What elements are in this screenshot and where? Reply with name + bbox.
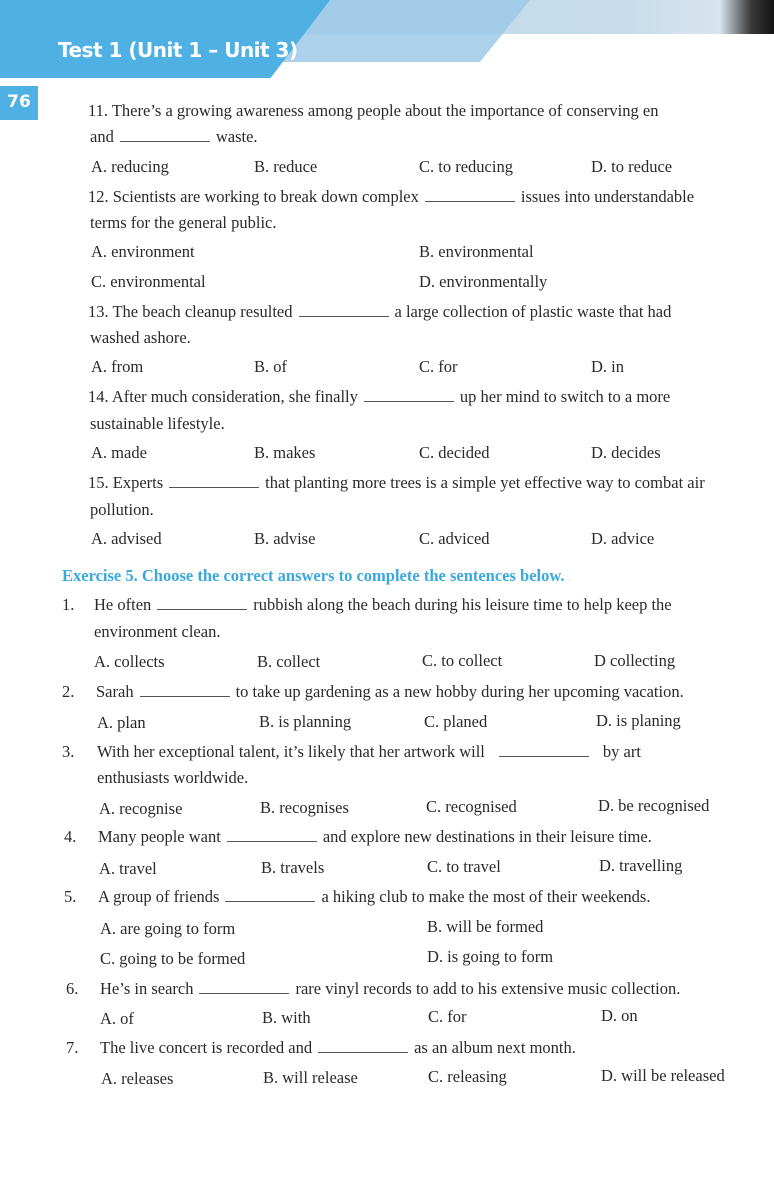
option-c[interactable]: C. recognised [426,797,517,816]
question-text: Scientists are working to break down complex [112,187,419,206]
question-12 [88,187,694,207]
option-c[interactable]: C. environmental [91,272,206,291]
exercise-question-4 [64,827,652,847]
option-d[interactable]: D. be recognised [598,796,710,815]
option-d[interactable]: D. is planing [596,711,681,730]
option-a[interactable]: A. travel [99,859,157,878]
question-text: a large collection of plastic waste that had [394,302,672,321]
option-a[interactable]: A. advised [91,529,162,548]
question-12-line2: terms for the general public. [90,213,277,232]
option-c[interactable]: C. decided [419,443,490,462]
question-text: The beach cleanup resulted [112,302,293,321]
question-number: 3. [62,742,75,761]
option-b[interactable]: B. travels [261,858,325,877]
question-number: 6. [66,979,79,998]
exercise-question-3 [62,742,641,762]
answer-blank[interactable] [140,684,230,697]
question-number: 11. [88,101,109,120]
option-d[interactable]: D. decides [591,443,661,462]
question-14-line2: sustainable lifestyle. [90,414,225,433]
option-d[interactable]: D collecting [594,651,676,670]
exercise-question-1-line2: environment clean. [94,622,221,641]
option-b[interactable]: B. will release [263,1068,358,1087]
option-b[interactable]: B. makes [254,443,316,462]
question-text: waste. [215,127,258,146]
question-text: that planting more trees is a simple yet effective way to combat air [265,473,705,492]
answer-blank[interactable] [227,829,317,842]
option-b[interactable]: B. advise [254,529,316,548]
page-number: 76 [0,86,38,120]
option-d[interactable]: D. environmentally [419,272,548,291]
question-15-line2: pollution. [90,500,154,519]
option-b[interactable]: B. collect [257,652,321,671]
exercise-question-6 [66,979,680,999]
option-a[interactable]: A. collects [94,652,165,671]
question-number: 4. [64,827,77,846]
option-d[interactable]: D. to reduce [591,157,673,176]
question-text: He’s in search [100,979,194,998]
option-a[interactable]: A. from [91,357,144,376]
option-b[interactable]: B. reduce [254,157,318,176]
option-c[interactable]: C. to travel [427,857,501,876]
option-a[interactable]: A. of [100,1009,134,1028]
option-d[interactable]: D. on [601,1006,638,1025]
answer-blank[interactable] [169,475,259,488]
answer-blank[interactable] [225,889,315,902]
question-number: 15. [88,473,109,492]
question-15 [88,473,705,493]
question-number: 5. [64,887,77,906]
exercise-question-1 [62,595,672,615]
answer-blank[interactable] [499,744,589,757]
question-text: a hiking club to make the most of their weekends. [321,887,651,906]
option-b[interactable]: B. of [254,357,287,376]
option-a[interactable]: A. made [91,443,147,462]
option-d[interactable]: D. advice [591,529,655,548]
question-number: 14. [88,387,109,406]
question-number: 2. [62,682,75,701]
option-c[interactable]: C. to reducing [419,157,513,176]
answer-blank[interactable] [364,389,454,402]
question-text: There’s a growing awareness among people about the importance of conserving en [111,101,659,120]
exercise-question-5 [64,887,650,907]
option-c[interactable]: C. to collect [422,651,503,670]
question-text: After much consideration, she finally [111,387,358,406]
question-text: by art [602,742,641,761]
option-a[interactable]: A. are going to form [100,919,236,938]
option-a[interactable]: A. recognise [99,799,183,818]
exercise-question-7 [66,1038,576,1058]
question-11 [88,101,658,121]
option-c[interactable]: C. for [419,357,458,376]
option-c[interactable]: C. planed [424,712,488,731]
page-title: Test 1 (Unit 1 – Unit 3) [58,38,298,62]
answer-blank[interactable] [120,129,210,142]
option-c[interactable]: C. releasing [428,1067,507,1086]
question-text: Many people want [98,827,221,846]
option-d[interactable]: D. travelling [599,856,683,875]
option-b[interactable]: B. will be formed [427,917,544,936]
question-text: rubbish along the beach during his leisure time to help keep the [253,595,672,614]
question-text: rare vinyl records to add to his extensive music collection. [295,979,681,998]
question-text: and [90,127,114,146]
option-a[interactable]: A. reducing [91,157,169,176]
question-text: Sarah [96,682,134,701]
question-11-line2 [90,127,258,147]
question-text: issues into understandable [520,187,695,206]
question-text: A group of friends [98,887,220,906]
question-13-line2: washed ashore. [90,328,191,347]
question-text: With her exceptional talent, it’s likely that her artwork will [97,742,485,761]
question-number: 13. [88,302,109,321]
answer-blank[interactable] [318,1040,408,1053]
question-text: Experts [112,473,164,492]
question-13 [88,302,671,322]
option-d[interactable]: D. will be released [601,1066,725,1085]
answer-blank[interactable] [157,597,247,610]
question-number: 1. [62,595,75,614]
option-a[interactable]: A. environment [91,242,195,261]
question-text: He often [94,595,152,614]
question-text: to take up gardening as a new hobby during her upcoming vacation. [235,682,684,701]
question-text: and explore new destinations in their leisure time. [322,827,652,846]
answer-blank[interactable] [425,189,515,202]
question-14 [88,387,670,407]
question-number: 12. [88,187,109,206]
exercise-question-2 [62,682,684,702]
option-b[interactable]: B. with [262,1008,311,1027]
option-b[interactable]: B. environmental [419,242,534,261]
option-d[interactable]: D. is going to form [427,947,554,966]
question-text: The live concert is recorded and [100,1038,313,1057]
question-text: up her mind to switch to a more [459,387,671,406]
answer-blank[interactable] [199,981,289,994]
option-d[interactable]: D. in [591,357,624,376]
option-a[interactable]: A. plan [97,713,146,732]
exercise-question-3-line2: enthusiasts worldwide. [97,768,249,787]
answer-blank[interactable] [299,304,389,317]
option-c[interactable]: C. for [428,1007,467,1026]
exercise-heading: Exercise 5. Choose the correct answers to complete the sentences below. [62,566,565,585]
option-c[interactable]: C. adviced [419,529,490,548]
option-b[interactable]: B. is planning [259,712,352,731]
question-number: 7. [66,1038,79,1057]
option-c[interactable]: C. going to be formed [100,949,246,968]
option-a[interactable]: A. releases [101,1069,174,1088]
question-text: as an album next month. [414,1038,576,1057]
option-b[interactable]: B. recognises [260,798,349,817]
